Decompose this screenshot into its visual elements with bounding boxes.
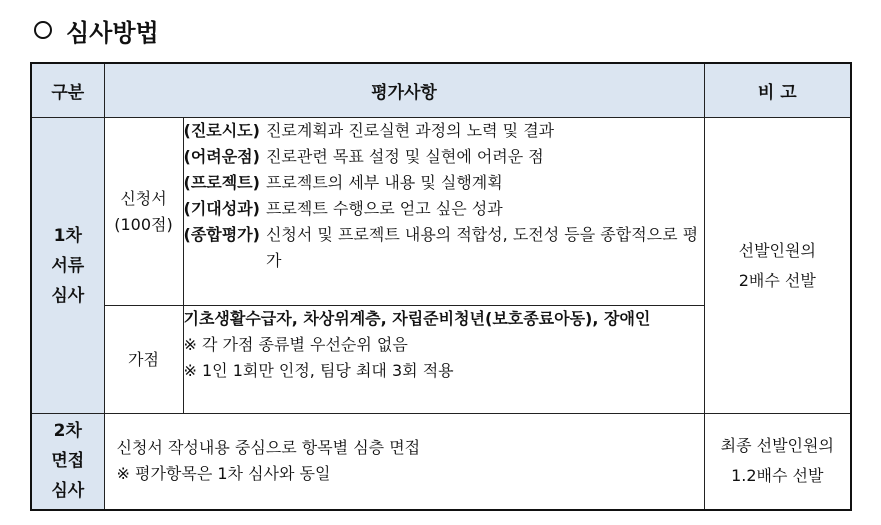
criterion-item: (프로젝트) 프로젝트의 세부 내용 및 실행계획 [183,173,503,192]
header-row [31,63,851,118]
section-title-text: 심사방법 [66,18,159,47]
application-criteria [183,118,704,306]
stage1-remarks: 선발인원의 2배수 선발 [704,118,851,414]
bonus-eligibility: 기초생활수급자, 차상위계층, 자립준비청년(보호종료아동), 장애인 [183,309,651,328]
header-remarks: 비 고 [704,63,851,118]
circle-bullet-icon [34,21,52,39]
criterion-item: (어려운점) 진로관련 목표 설정 및 실현에 어려운 점 [183,147,544,166]
stage1-application-row [31,118,851,306]
stage2-remarks: 최종 선발인원의 1.2배수 선발 [704,414,851,510]
evaluation-table [30,62,852,511]
interview-content: 신청서 작성내용 중심으로 항목별 심층 면접 ※ 평가항목은 1차 심사와 동일 [104,414,704,510]
bonus-note: ※ 각 가점 종류별 우선순위 없음 [183,335,408,354]
bonus-label: 가점 [104,306,183,414]
header-evaluation: 평가사항 [104,63,704,118]
bonus-note: ※ 1인 1회만 인정, 팀당 최대 3회 적용 [183,361,454,380]
header-category: 구분 [31,63,104,118]
section-title [34,12,159,48]
criterion-item: (진로시도) 진로계획과 진로실현 과정의 노력 및 결과 [183,121,555,140]
criterion-item: (기대성과) 프로젝트 수행으로 얻고 싶은 성과 [183,199,503,218]
stage1-label: 1차 서류 심사 [31,118,104,414]
application-label: 신청서 (100점) [104,118,183,306]
stage2-label: 2차 면접 심사 [31,414,104,510]
bonus-content [183,306,704,414]
stage2-row [31,414,851,510]
criterion-item: (종합평가) 신청서 및 프로젝트 내용의 적합성, 도전성 등을 종합적으로 평가 [183,225,699,270]
